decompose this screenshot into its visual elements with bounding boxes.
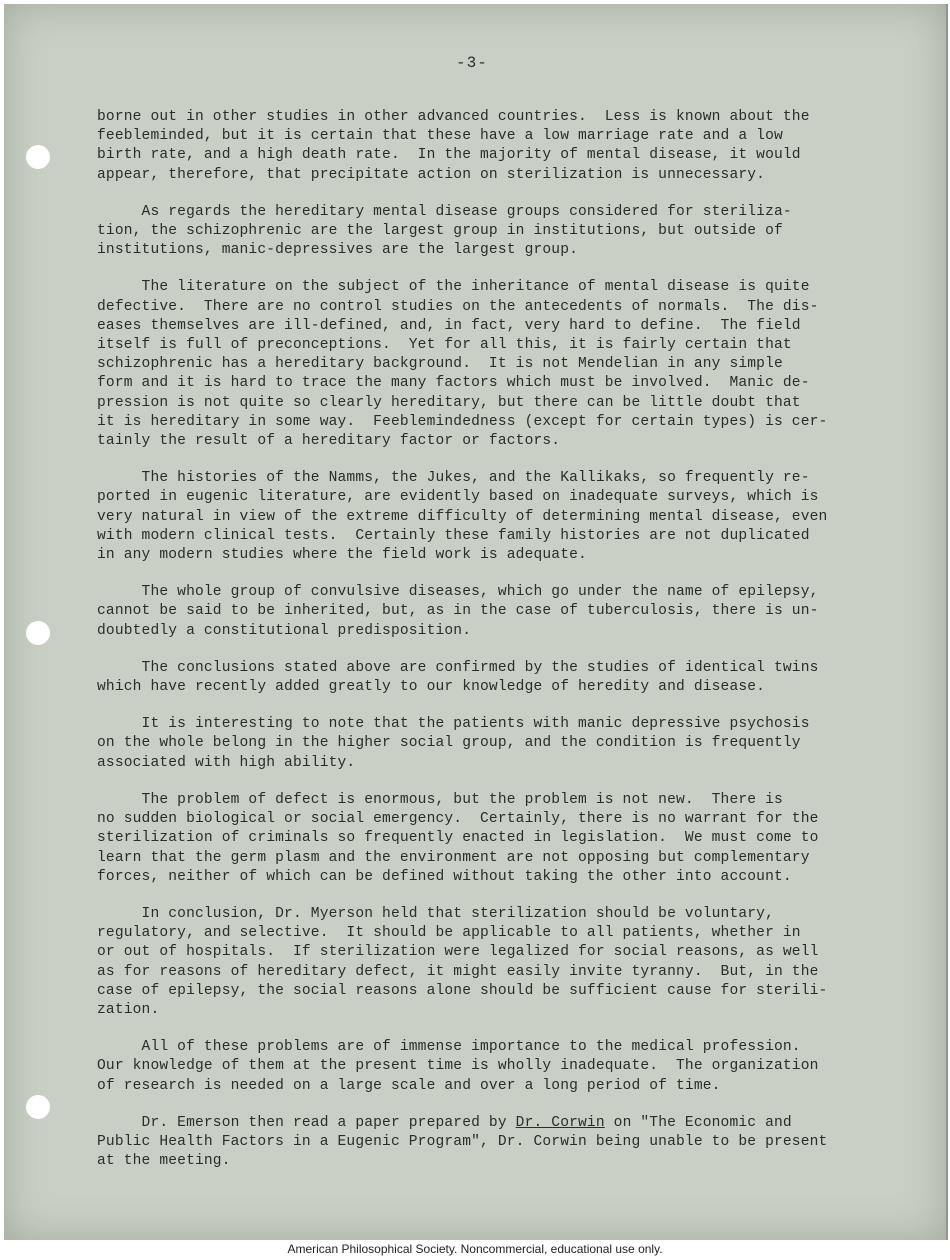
text-line: on the whole belong in the higher social group, and the condition is frequently bbox=[97, 735, 801, 752]
text-line: tion, the schizophrenic are the largest group in institutions, but outside of bbox=[97, 223, 783, 240]
paragraph bbox=[97, 583, 877, 641]
text-line: appear, therefore, that precipitate action on sterilization is unnecessary. bbox=[97, 166, 766, 183]
paragraph bbox=[97, 278, 877, 451]
body-text bbox=[97, 108, 877, 1189]
text-line: institutions, manic-depressives are the largest group. bbox=[97, 242, 579, 259]
paragraph-closing bbox=[97, 1114, 877, 1172]
text-line: tainly the result of a hereditary factor or factors. bbox=[97, 433, 561, 450]
text-line: The conclusions stated above are confirmed by the studies of identical twins bbox=[97, 659, 819, 676]
text-line: zation. bbox=[97, 1001, 160, 1018]
paragraph bbox=[97, 791, 877, 887]
text-line: of research is needed on a large scale and over a long period of time. bbox=[97, 1077, 721, 1094]
text-line: Public Health Factors in a Eugenic Program", Dr. Corwin being unable to be present bbox=[97, 1133, 828, 1150]
text-line: defective. There are no control studies on the antecedents of normals. The dis- bbox=[97, 298, 819, 315]
text-line: In conclusion, Dr. Myerson held that sterilization should be voluntary, bbox=[97, 905, 774, 922]
text-line: form and it is hard to trace the many factors which must be involved. Manic de- bbox=[97, 375, 810, 392]
paragraph-list bbox=[97, 108, 877, 1096]
paragraph bbox=[97, 469, 877, 565]
text-line: feebleminded, but it is certain that these have a low marriage rate and a low bbox=[97, 128, 783, 145]
text-line: doubtedly a constitutional predisposition. bbox=[97, 622, 472, 639]
paragraph bbox=[97, 715, 877, 773]
text-line: at the meeting. bbox=[97, 1153, 231, 1170]
text-line: schizophrenic has a hereditary background. It is not Mendelian in any simple bbox=[97, 356, 783, 373]
binder-hole-2 bbox=[26, 621, 50, 645]
text-line: associated with high ability. bbox=[97, 754, 356, 771]
text-line: in any modern studies where the field work is adequate. bbox=[97, 547, 587, 564]
text-line: birth rate, and a high death rate. In the majority of mental disease, it would bbox=[97, 147, 801, 164]
text-line: The whole group of convulsive diseases, which go under the name of epilepsy, bbox=[97, 584, 819, 601]
paragraph bbox=[97, 1038, 877, 1096]
text-line: it is hereditary in some way. Feeblemindedness (except for certain types) is cer- bbox=[97, 413, 828, 430]
text-line: Our knowledge of them at the present time is wholly inadequate. The organization bbox=[97, 1058, 819, 1075]
text-line: which have recently added greatly to our knowledge of heredity and disease. bbox=[97, 679, 766, 696]
text-line: eases themselves are ill-defined, and, in fact, very hard to define. The field bbox=[97, 317, 801, 334]
text-line: As regards the hereditary mental disease groups considered for steriliza- bbox=[97, 203, 792, 220]
text-line: itself is full of preconceptions. Yet for all this, it is fairly certain that bbox=[97, 337, 792, 354]
underlined-name: Dr. Corwin bbox=[515, 1114, 605, 1131]
binder-hole-1 bbox=[26, 145, 50, 169]
text-line bbox=[97, 1114, 877, 1133]
text-line: The problem of defect is enormous, but the problem is not new. There is bbox=[97, 791, 783, 808]
text-line: sterilization of criminals so frequently enacted in legislation. We must come to bbox=[97, 830, 819, 847]
copyright-footer: American Philosophical Society. Noncommercial, educational use only. bbox=[287, 1242, 663, 1256]
text-line: as for reasons of hereditary defect, it might easily invite tyranny. But, in the bbox=[97, 963, 819, 980]
text-line: or out of hospitals. If sterilization were legalized for social reasons, as well bbox=[97, 944, 819, 961]
text-line: borne out in other studies in other advanced countries. Less is known about the bbox=[97, 109, 810, 125]
text-line: All of these problems are of immense importance to the medical profession. bbox=[97, 1039, 801, 1056]
paragraph bbox=[97, 905, 877, 1020]
text-line: pression is not quite so clearly hereditary, but there can be little doubt that bbox=[97, 394, 801, 411]
text-segment: on "The Economic and bbox=[604, 1114, 792, 1131]
text-line: no sudden biological or social emergency. Certainly, there is no warrant for the bbox=[97, 811, 819, 828]
text-line: forces, neither of which can be defined without taking the other into account. bbox=[97, 868, 792, 885]
paragraph bbox=[97, 203, 877, 261]
page-number: -3- bbox=[456, 54, 488, 72]
text-segment: Dr. Emerson then read a paper prepared by bbox=[97, 1114, 516, 1131]
text-line: ported in eugenic literature, are evidently based on inadequate surveys, which is bbox=[97, 489, 819, 506]
text-line: case of epilepsy, the social reasons alone should be sufficient cause for sterili- bbox=[97, 982, 828, 999]
text-line: learn that the germ plasm and the environment are not opposing but complementary bbox=[97, 849, 810, 866]
text-line: with modern clinical tests. Certainly these family histories are not duplicated bbox=[97, 527, 810, 544]
paragraph bbox=[97, 108, 877, 185]
paragraph bbox=[97, 659, 877, 697]
binder-hole-3 bbox=[26, 1095, 50, 1119]
text-line: regulatory, and selective. It should be applicable to all patients, whether in bbox=[97, 925, 801, 942]
text-line: It is interesting to note that the patients with manic depressive psychosis bbox=[97, 716, 810, 733]
text-line: The histories of the Namms, the Jukes, and the Kallikaks, so frequently re- bbox=[97, 470, 810, 487]
document-sheet bbox=[4, 4, 948, 1240]
text-line: very natural in view of the extreme difficulty of determining mental disease, even bbox=[97, 508, 828, 525]
text-line: cannot be said to be inherited, but, as in the case of tuberculosis, there is un- bbox=[97, 603, 819, 620]
text-line: The literature on the subject of the inheritance of mental disease is quite bbox=[97, 279, 810, 296]
